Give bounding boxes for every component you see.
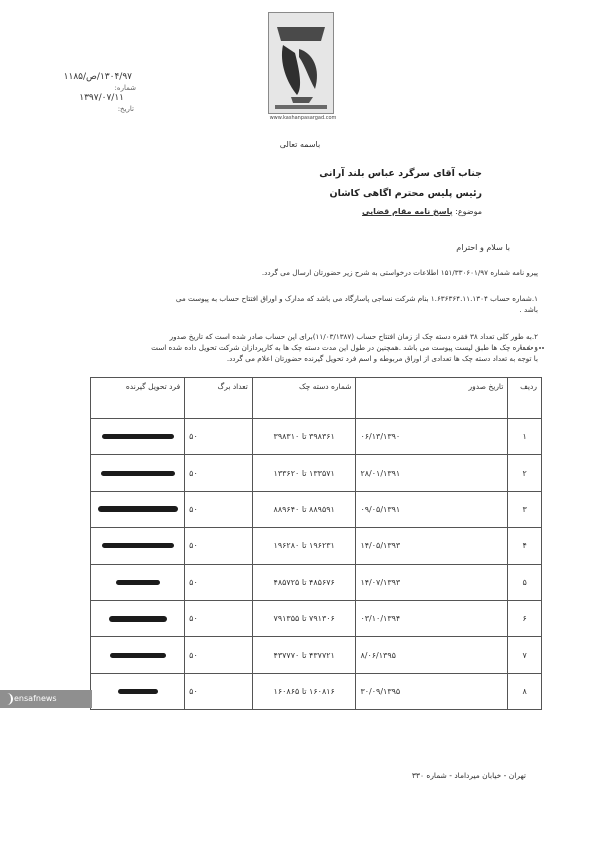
cell-row-number: ۱ <box>508 419 542 455</box>
cell-sheet-count: ۵۰ <box>185 673 253 709</box>
cell-check-range: ۱۳۳۵۷۱ تا ۱۳۳۶۲۰ <box>252 455 356 491</box>
letter-date-value: ۱۳۹۷/۰۷/۱۱ <box>79 93 124 103</box>
cell-check-range: ۱۹۶۲۳۱ تا ۱۹۶۲۸۰ <box>252 528 356 564</box>
cell-issue-date: ۸/۰۶/۱۳۹۵ <box>356 637 508 673</box>
cell-sheet-count: ۵۰ <box>185 455 253 491</box>
redaction-bar <box>102 434 174 439</box>
checkbook-table <box>90 377 542 710</box>
cell-receiver <box>91 419 185 455</box>
redaction-bar <box>109 616 167 622</box>
item2-line2: و شماره چک ها طبق لیست پیوست می باشد .همچنین در طول این مدت دسته چک ها به کارپردازان شرکت تحویل داده شده است <box>151 343 538 352</box>
letter-date-label-wrap <box>118 104 134 114</box>
item1-line2: باشد . <box>519 305 538 314</box>
header-row-number: ردیف <box>508 378 542 419</box>
cell-check-range: ۱۶۰۸۱۶ تا ۱۶۰۸۶۵ <box>252 673 356 709</box>
intro-paragraph: پیرو نامه شماره ۱۵۱/۳۳۰۶۰۱/۹۷ اطلاعات درخواستی به شرح زیر حضورتان ارسال می گردد. <box>261 268 538 277</box>
table-row <box>91 564 542 600</box>
table-row <box>91 419 542 455</box>
subject-line <box>362 207 482 216</box>
cell-issue-date: ۱۴/۰۵/۱۳۹۳ <box>356 528 508 564</box>
table-row <box>91 637 542 673</box>
cell-sheet-count: ۵۰ <box>185 637 253 673</box>
cell-issue-date: ۱۴/۰۷/۱۳۹۳ <box>356 564 508 600</box>
redaction-bar <box>110 653 166 658</box>
redaction-bar <box>101 471 175 476</box>
cell-row-number: ۲ <box>508 455 542 491</box>
cell-check-range: ۸۸۹۵۹۱ تا ۸۸۹۶۴۰ <box>252 491 356 527</box>
ensafnews-watermark <box>0 690 92 708</box>
cell-receiver <box>91 564 185 600</box>
table-row <box>91 673 542 709</box>
cell-receiver <box>91 491 185 527</box>
cell-row-number: ۶ <box>508 600 542 636</box>
subject-value: پاسخ نامه مقام قضایی <box>362 207 453 216</box>
cell-issue-date: ۳۰/۰۹/۱۳۹۵ <box>356 673 508 709</box>
recipient-name: جناب آقای سرگرد عباس بلند آرانی <box>319 168 482 179</box>
cell-receiver <box>91 455 185 491</box>
stray-mark <box>520 347 544 352</box>
cell-sheet-count: ۵۰ <box>185 491 253 527</box>
letter-number-label: شماره: <box>114 84 136 92</box>
header-receiver: فرد تحویل گیرنده <box>91 378 185 419</box>
redaction-bar <box>118 689 158 694</box>
cell-issue-date: ۰۹/۰۵/۱۳۹۱ <box>356 491 508 527</box>
cell-receiver <box>91 528 185 564</box>
header-sheet-count: تعداد برگ <box>185 378 253 419</box>
cell-row-number: ۵ <box>508 564 542 600</box>
letter-number <box>64 72 132 82</box>
header-issue-date: تاریخ صدور <box>356 378 508 419</box>
item2-line3: با توجه به تعداد دسته چک ها تعدادی از اوراق مربوطه و اسم فرد تحویل گیرنده حضورتان اعلام می گردد. <box>226 354 538 363</box>
item2-line1: ۲.به طور کلی تعداد ۳۸ فقره دسته چک از زمان افتتاح حساب (۱۱/۰۳/۱۳۸۷)برای این حساب صادر شده است که تاریخ صدور <box>169 332 538 341</box>
subject-label: موضوع: <box>455 207 482 216</box>
cell-receiver <box>91 600 185 636</box>
cell-receiver <box>91 673 185 709</box>
table-row <box>91 528 542 564</box>
redaction-bar <box>116 580 160 585</box>
cell-issue-date: ۰۳/۱۰/۱۳۹۴ <box>356 600 508 636</box>
cell-issue-date: ۰۶/۱۳/۱۳۹۰ <box>356 419 508 455</box>
cell-row-number: ۷ <box>508 637 542 673</box>
logo-emblem-icon <box>269 13 333 113</box>
cell-sheet-count: ۵۰ <box>185 564 253 600</box>
letter-date-label: تاریخ: <box>117 105 134 113</box>
company-address: تهران - خیابان میرداماد - شماره ۳۳۰ <box>411 771 526 780</box>
cell-sheet-count: ۵۰ <box>185 419 253 455</box>
cell-check-range: ۷۹۱۳۰۶ تا ۷۹۱۳۵۵ <box>252 600 356 636</box>
ensafnews-logo-icon <box>3 693 13 705</box>
logo-url: www.kashanpasargad.com <box>269 115 337 121</box>
cell-row-number: ۴ <box>508 528 542 564</box>
redaction-bar <box>102 543 174 548</box>
watermark-text: ensafnews <box>14 694 57 703</box>
cell-issue-date: ۲۸/۰۱/۱۳۹۱ <box>356 455 508 491</box>
table-row <box>91 455 542 491</box>
table-header-row <box>91 378 542 419</box>
bismillah: باسمه تعالی <box>279 140 321 149</box>
item1-line1: ۱.شماره حساب ۱.۶۳۶۳۶۴.۱۱.۱۳۰۴ بنام شرکت نساجی پاسارگاد می باشد که مدارک و اوراق افتتاح حساب به پیوست می <box>175 294 538 303</box>
table-row <box>91 600 542 636</box>
header-check-range: شماره دسته چک <box>252 378 356 419</box>
greeting: با سلام و احترام <box>456 243 510 252</box>
cell-check-range: ۴۳۷۷۲۱ تا ۴۳۷۷۷۰ <box>252 637 356 673</box>
letter-date <box>79 93 124 103</box>
cell-sheet-count: ۵۰ <box>185 600 253 636</box>
cell-check-range: ۳۹۸۳۶۱ تا ۳۹۸۳۱۰ <box>252 419 356 455</box>
letter-number-label-wrap <box>115 83 136 93</box>
cell-row-number: ۸ <box>508 673 542 709</box>
company-logo <box>268 12 334 114</box>
cell-check-range: ۴۸۵۶۷۶ تا ۴۸۵۷۲۵ <box>252 564 356 600</box>
redaction-bar <box>98 506 178 512</box>
cell-receiver <box>91 637 185 673</box>
cell-sheet-count: ۵۰ <box>185 528 253 564</box>
recipient-title: رئیس پلیس محترم اگاهی کاشان <box>329 188 482 199</box>
table-row <box>91 491 542 527</box>
cell-row-number: ۳ <box>508 491 542 527</box>
letter-number-value: ۱۳۰۴/۹۷/ص/۱۱۸۵ <box>63 72 132 82</box>
